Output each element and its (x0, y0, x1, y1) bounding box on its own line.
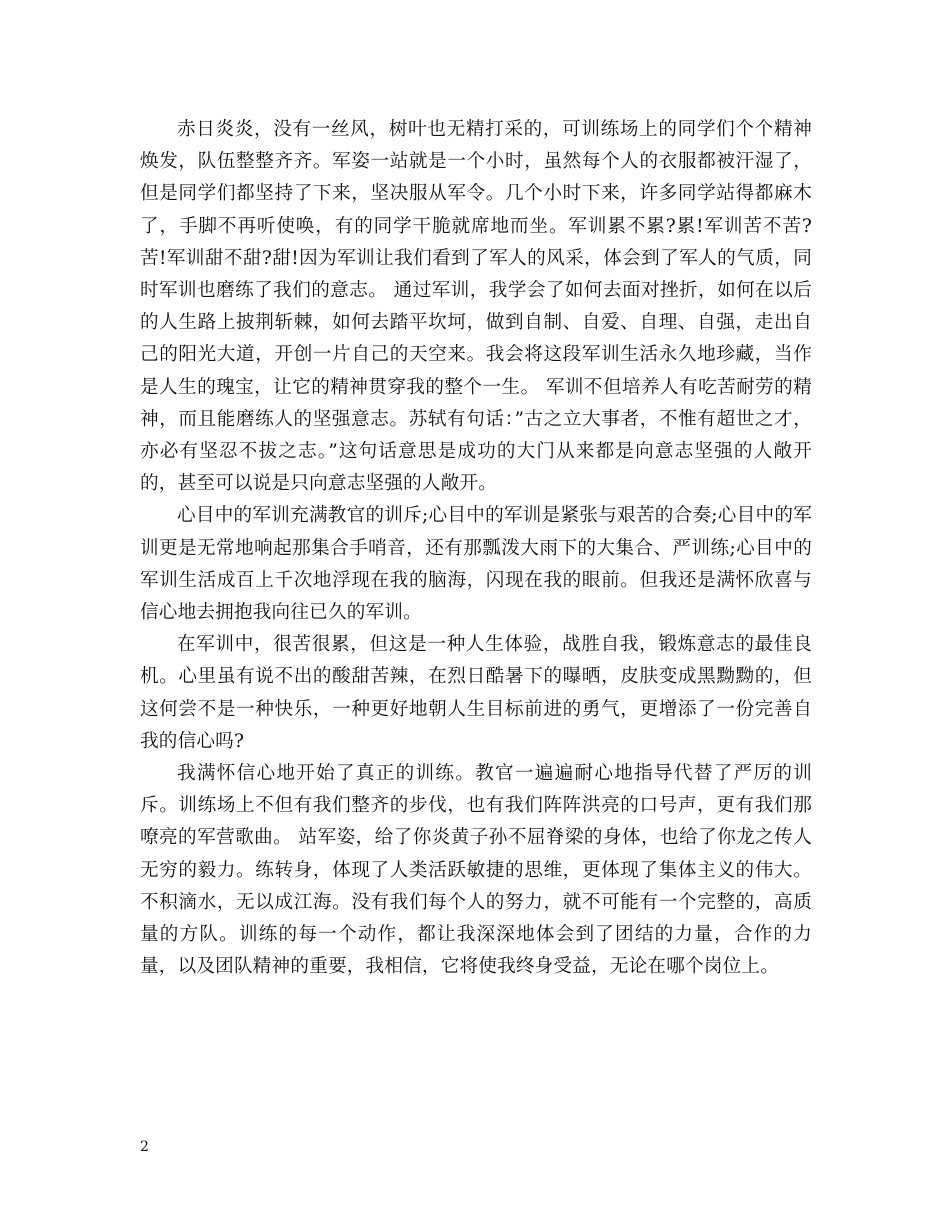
paragraph-1: 赤日炎炎，没有一丝风，树叶也无精打采的，可训练场上的同学们个个精神焕发，队伍整整齐齐。军姿一站就是一个小时，虽然每个人的衣服都被汗湿了，但是同学们都坚持了下来，坚决服从军令。几个小时下来，许多同学站得都麻木了，手脚不再听使唤，有的同学干脆就席地而坐。军训累不累?累!军训苦不苦?苦!军训甜不甜?甜!因为军训让我们看到了军人的风采，体会到了军人的气质，同时军训也磨练了我们的意志。 通过军训，我学会了如何去面对挫折，如何在以后的人生路上披荆斩棘，如何去踏平坎坷，做到自制、自爱、自理、自强，走出自己的阳光大道，开创一片自己的天空来。我会将这段军训生活永久地珍藏，当作是人生的瑰宝，让它的精神贯穿我的整个一生。 军训不但培养人有吃苦耐劳的精神，而且能磨练人的坚强意志。苏轼有句话：”古之立大事者，不惟有超世之才，亦必有坚忍不拔之志。”这句话意思是成功的大门从来都是向意志坚强的人敞开的，甚至可以说是只向意志坚强的人敞开。 (140, 119, 812, 495)
page-number: 2 (140, 1139, 149, 1155)
body-text (140, 114, 812, 983)
paragraph-3: 在军训中，很苦很累，但这是一种人生体验，战胜自我，锻炼意志的最佳良机。心里虽有说不出的酸甜苦辣，在烈日酷暑下的曝晒，皮肤变成黑黝黝的，但这何尝不是一种快乐，一种更好地朝人生目标前进的勇气，更增添了一份完善自我的信心吗? (140, 634, 812, 752)
paragraph-2: 心目中的军训充满教官的训斥;心目中的军训是紧张与艰苦的合奏;心目中的军训更是无常地响起那集合手哨音，还有那瓢泼大雨下的大集合、严训练;心目中的军训生活成百上千次地浮现在我的脑海，闪现在我的眼前。但我还是满怀欣喜与信心地去拥抱我向往已久的军训。 (140, 505, 812, 624)
paragraph-4: 我满怀信心地开始了真正的训练。教官一遍遍耐心地指导代替了严厉的训斥。训练场上不但有我们整齐的步伐，也有我们阵阵洪亮的口号声，更有我们那嘹亮的军营歌曲。 站军姿，给了你炎黄子孙不屈脊梁的身体，也给了你龙之传人无穷的毅力。练转身，体现了人类活跃敏捷的思维，更体现了集体主义的伟大。不积滴水，无以成江海。没有我们每个人的努力，就不可能有一个完整的，高质量的方队。训练的每一个动作，都让我深深地体会到了团结的力量，合作的力量，以及团队精神的重要，我相信，它将使我终身受益，无论在哪个岗位上。 (140, 763, 812, 978)
